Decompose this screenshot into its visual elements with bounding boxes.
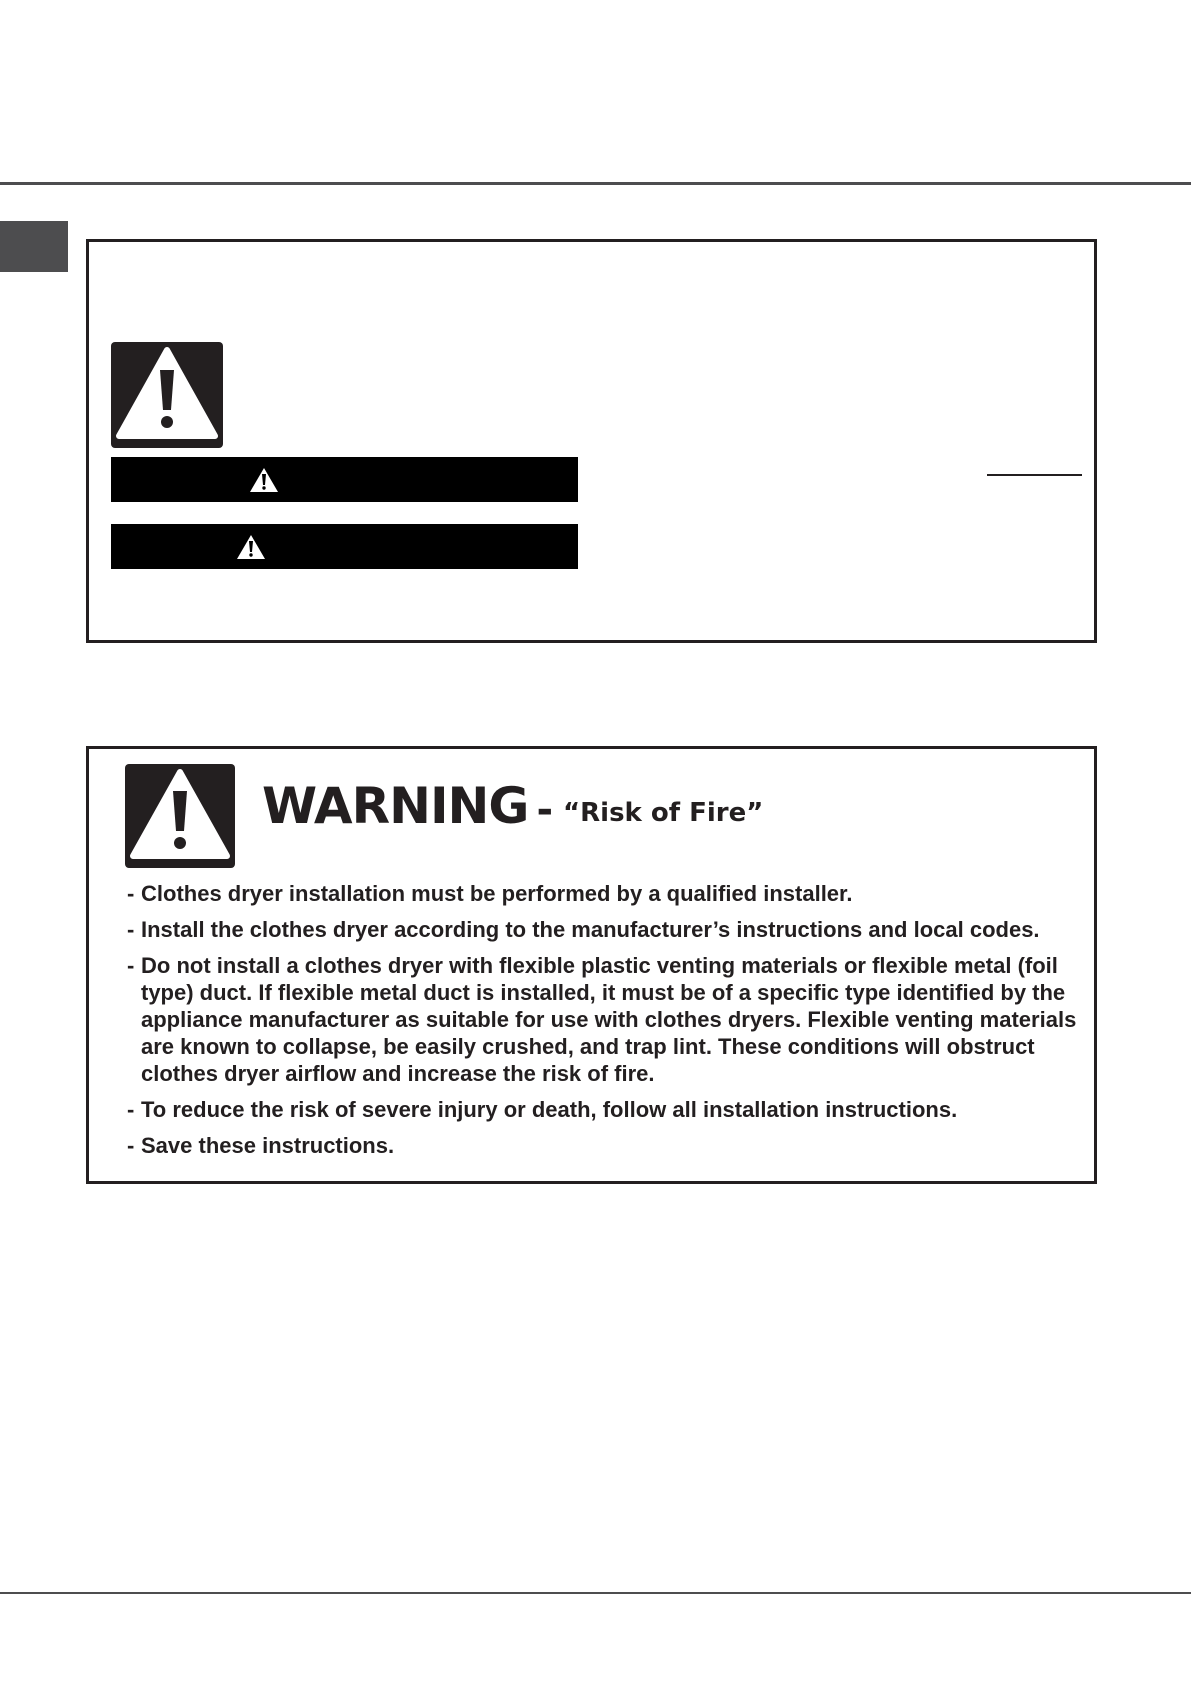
list-item-text: To reduce the risk of severe injury or death, follow all installation instructions. (141, 1097, 958, 1122)
heading-dash: - (536, 787, 554, 833)
safety-alert-symbol-icon (125, 764, 235, 868)
warning-subtitle: “Risk of Fire” (563, 798, 764, 828)
warning-signal-word: WARNING (262, 777, 529, 835)
safety-alert-symbol-icon (249, 467, 279, 493)
safety-alert-symbol-icon (111, 342, 223, 448)
bullet-dash: - (127, 881, 135, 906)
underline-mark (987, 474, 1082, 476)
fire-warning-box (86, 746, 1097, 1184)
bottom-rule (0, 1592, 1191, 1594)
list-item (127, 880, 1077, 907)
danger-signal-bar (111, 457, 578, 502)
list-item (127, 1096, 1077, 1123)
list-item (127, 952, 1077, 1087)
bullet-dash: - (127, 1133, 135, 1158)
list-item-text: Clothes dryer installation must be performed by a qualified installer. (141, 881, 853, 906)
list-item-text: Install the clothes dryer according to the manufacturer’s instructions and local codes. (141, 917, 1040, 942)
list-item-text: Do not install a clothes dryer with flexible plastic venting materials or flexible metal (foil type) duct. If flexible metal duct is installed, it must be of a specific type identified by the appliance manufacturer as suitable for use with clothes dryers. Flexible venting materials are known to collapse, be easily crushed, and trap lint. These conditions will obstruct clothes dryer airflow and increase the risk of fire. (141, 953, 1077, 1086)
list-item (127, 916, 1077, 943)
warning-signal-bar (111, 524, 578, 569)
safety-information-box (86, 239, 1097, 643)
section-tab (0, 221, 68, 272)
top-rule (0, 182, 1191, 185)
list-item (127, 1132, 1077, 1159)
list-item-text: Save these instructions. (141, 1133, 395, 1158)
bullet-dash: - (127, 1097, 135, 1122)
warning-heading (262, 777, 763, 835)
bullet-dash: - (127, 917, 135, 942)
warning-instructions-list (127, 880, 1077, 1168)
bullet-dash: - (127, 953, 135, 978)
safety-alert-symbol-icon (236, 534, 266, 560)
